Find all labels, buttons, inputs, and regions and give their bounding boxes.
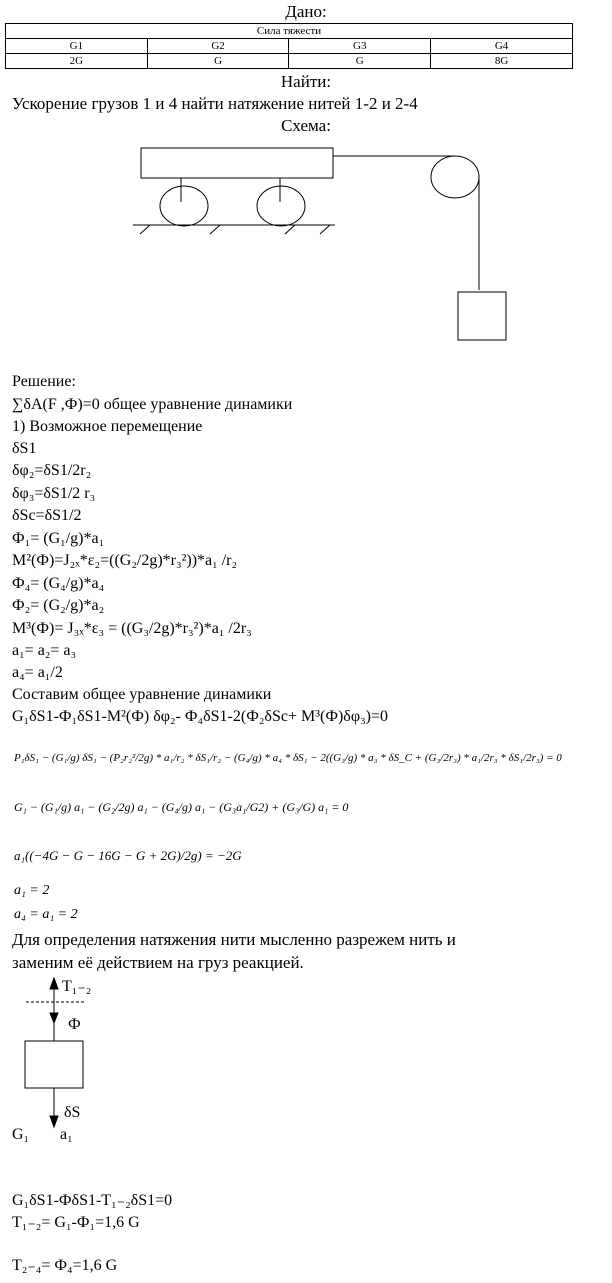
solution-line: δφ₃=δS1/2 r₃: [12, 485, 96, 502]
scheme-diagram: [0, 130, 612, 345]
solution-heading: Решение:: [12, 373, 76, 390]
final-line: T₁₋₂= G₁-Ф₁=1,6 G: [12, 1214, 140, 1231]
inertia-arrow-icon: [50, 1013, 58, 1023]
solution-line: δS1: [12, 440, 37, 457]
header-g3: G3: [289, 39, 431, 54]
solution-line: δSc=δS1/2: [12, 507, 82, 524]
final-line: T₂₋₄= Ф₄=1,6 G: [12, 1257, 118, 1274]
solution-line: ∑δA(F ,Ф)=0 общее уравнение динамики: [12, 396, 293, 413]
label-phi: Ф: [68, 1016, 81, 1033]
find-heading: Найти:: [280, 72, 332, 91]
pulley: [431, 156, 479, 198]
equation-3: a₁((−4G − G − 16G − G + 2G)/2g) = −2G: [14, 848, 242, 863]
load-1: [25, 1041, 83, 1088]
final-line: G₁δS1-ФδS1-T₁₋₂δS1=0: [12, 1192, 173, 1209]
solution-line: a₁= a₂= a₃: [12, 642, 77, 659]
free-body-diagram: [0, 975, 200, 1150]
equation-2: G₁ − (G₁/g) a₁ − (G₂/2g) a₁ − (G₄/g) a₁ − (G₃a₁/G2) + (G₃/G) a₁ = 0: [14, 800, 349, 814]
equation-1: P₁δS₁ − (G₁/g) δS₁ − (P₂r₂²/2g) * a₁/r₂ * δS₁/r₂ − (G₄/g) * a₄ * δS₁ − 2((G₃/g) * a₃ * δS_C + (G₃/2r₃) * a₁/2r₃ * δS₁/2r₃) = 0: [14, 752, 562, 764]
header-g2: G2: [147, 39, 289, 54]
label-g1: G₁: [12, 1126, 30, 1143]
label-a1: a₁: [60, 1126, 73, 1143]
solution-line: 1) Возможное перемещение: [12, 418, 203, 435]
solution-line: Ф₁= (G₁/g)*a₁: [12, 530, 105, 547]
solution-line: Ф₂= (G₂/g)*a₂: [12, 597, 105, 614]
label-ds: δS: [64, 1104, 81, 1121]
find-text: Ускорение грузов 1 и 4 найти натяжение нитей 1-2 и 2-4: [12, 94, 418, 113]
given-heading: Дано:: [285, 2, 327, 21]
given-table: [5, 23, 573, 69]
equation-4: a₁ = 2: [14, 883, 50, 898]
paragraph-line: Для определения натяжения нити мысленно разрежем нить и: [12, 930, 456, 949]
value-g4: 8G: [431, 54, 573, 69]
value-g2: G: [147, 54, 289, 69]
solution-line: G₁δS1-Ф₁δS1-M²(Ф) δφ₂- Ф₄δS1-2(Ф₂δSc+ M³(Ф)δφ₃)=0: [12, 708, 388, 725]
solution-line: δφ₂=δS1/2r₂: [12, 462, 92, 479]
displacement-arrow-icon: [50, 1116, 58, 1127]
value-g1: 2G: [6, 54, 148, 69]
header-g1: G1: [6, 39, 148, 54]
solution-line: Ф₄= (G₄/g)*a₄: [12, 575, 105, 592]
solution-line: Составим общее уравнение динамики: [12, 686, 272, 703]
label-t12: T₁₋₂: [62, 978, 92, 995]
solution-line: M³(Ф)= J₃ₓ*ε₃ = ((G₃/2g)*r₃²)*a₁ /2r₃: [12, 620, 252, 637]
paragraph-line: заменим её действием на груз реакцией.: [12, 953, 304, 972]
load-4: [458, 292, 506, 340]
value-g3: G: [289, 54, 431, 69]
header-g4: G4: [431, 39, 573, 54]
equation-5: a₄ = a₁ = 2: [14, 907, 78, 922]
solution-line: M²(Ф)=J₂ₓ*ε₂=((G₂/2g)*r₃²))*a₁ /r₂: [12, 552, 238, 569]
cart-body: [141, 148, 333, 178]
scheme-heading: Схема:: [281, 116, 331, 135]
table-title: Сила тяжести: [6, 24, 573, 39]
tension-arrow-icon: [50, 978, 58, 989]
wheel-right: [257, 186, 305, 226]
solution-line: a₄= a₁/2: [12, 664, 63, 681]
wheel-left: [160, 186, 208, 226]
